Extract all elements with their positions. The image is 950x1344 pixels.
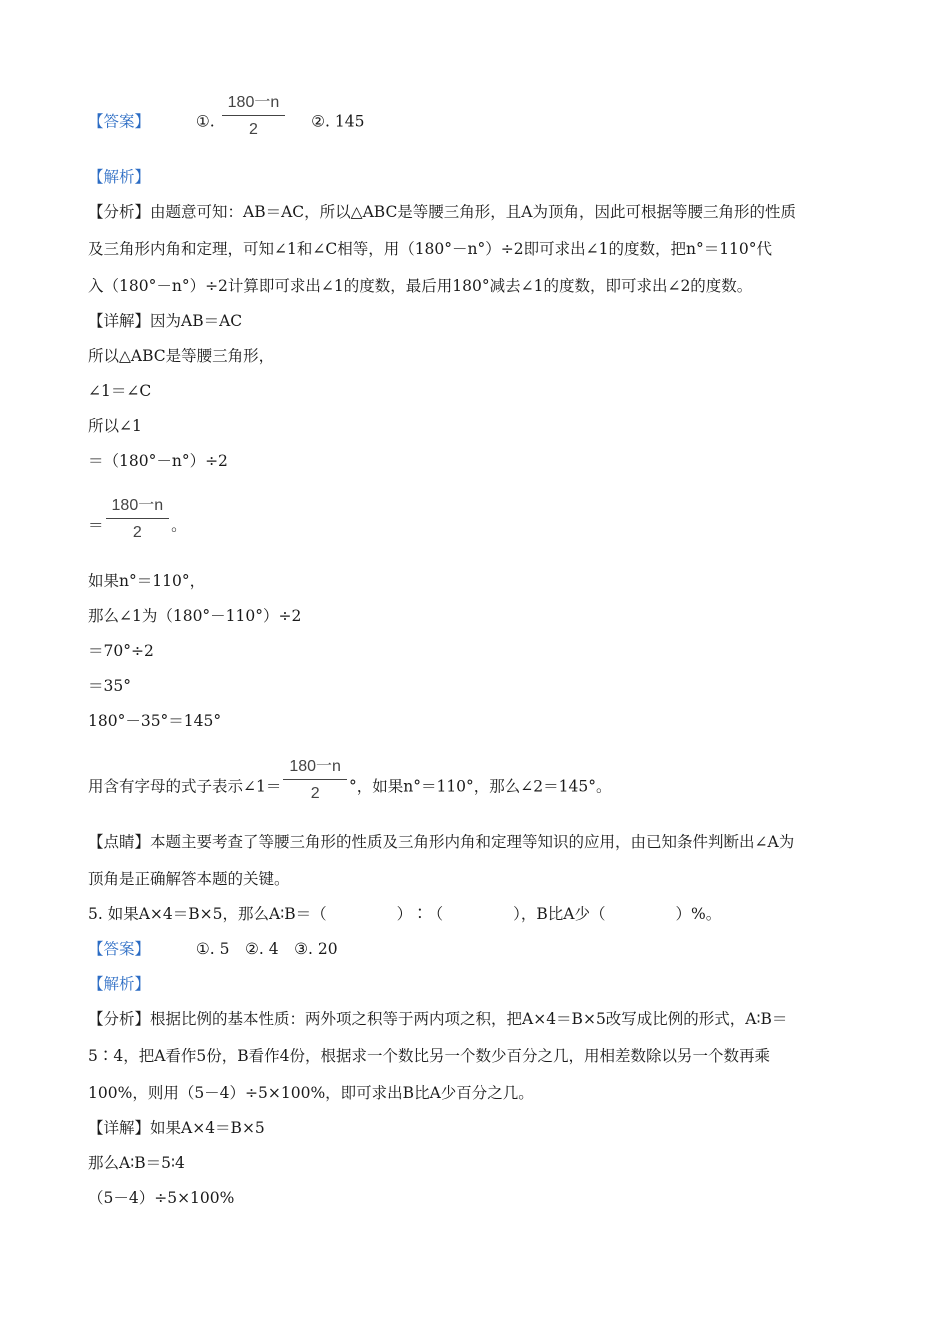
analysis-tag: 【解析】 (88, 975, 151, 993)
fraction-numerator: 180一n (283, 757, 347, 780)
xiangjie-tag: 【详解】 (88, 1119, 151, 1137)
detail-line-3: ∠1＝∠C (88, 382, 152, 400)
fenxi-line-2: 及三角形内角和定理，可知∠1和∠C相等，用（180°－n°）÷2即可求出∠1的度数，把n°＝110°代 (88, 240, 773, 258)
answer-tag: 【答案】 (88, 112, 151, 131)
xiangjie5-text-1: 如果A×4＝B×5 (150, 1119, 265, 1137)
detail5-line-3: （5－4）÷5×100% (88, 1189, 235, 1207)
fenxi-text-1: 由题意可知：AB＝AC，所以△ABC是等腰三角形，且A为顶角，因此可根据等腰三角形的性质 (150, 203, 797, 221)
detail-line-9: ＝70°÷2 (88, 642, 154, 660)
fraction-numerator: 180一n (222, 93, 286, 116)
question-5-part-b: ）∶（ (396, 905, 444, 923)
answer-fraction (222, 93, 286, 140)
detail-line-12-prefix: 用含有字母的式子表示∠1＝ (88, 777, 282, 796)
fraction-numerator: 180一n (106, 496, 170, 519)
fenxi5-text-1: 根据比例的基本性质：两外项之积等于两内项之积，把A×4＝B×5改写成比例的形式，A∶B＝ (150, 1010, 788, 1028)
fraction-denominator: 2 (249, 121, 258, 138)
detail-line-7: 如果n°＝110°， (88, 572, 206, 590)
detail-line-4: 所以∠1 (88, 417, 142, 435)
xiangjie-line-1 (88, 311, 242, 331)
analysis-heading (88, 167, 150, 187)
answer-1-prefix: ①. (195, 112, 215, 131)
xiangjie5-line-1 (88, 1118, 265, 1138)
xiangjie-tag: 【详解】 (88, 312, 151, 330)
fenxi5-line-3: 100%，则用（5－4）÷5×100%，即可求出B比A少百分之几。 (88, 1084, 534, 1102)
detail-fraction (106, 496, 170, 543)
detail-line-6 (88, 497, 187, 543)
answer-line (88, 94, 365, 140)
fenxi-line-3: 入（180°－n°）÷2计算即可求出∠1的度数，最后用180°减去∠1的度数，即可求出∠2的度数。 (88, 277, 753, 295)
question-5-part-c: ），B比A少（ (513, 905, 606, 923)
fenxi-line-1 (88, 202, 796, 222)
dianjing-line-2: 顶角是正确解答本题的关键。 (88, 870, 290, 888)
detail-line-5: ＝（180°－n°）÷2 (88, 452, 228, 470)
xiangjie-text-1: 因为AB＝AC (150, 312, 243, 330)
dianjing-text-1: 本题主要考查了等腰三角形的性质及三角形内角和定理等知识的应用，由已知条件判断出∠A为 (150, 833, 795, 851)
equals-sign: ＝ (88, 516, 104, 535)
answer-tag: 【答案】 (88, 940, 151, 958)
detail-line-10: ＝35° (88, 677, 131, 695)
detail-line-12-suffix: °，如果n°＝110°，那么∠2＝145°。 (348, 777, 612, 796)
fenxi5-line-2: 5∶4，把A看作5份，B看作4份，根据求一个数比另一个数少百分之几，用相差数除以另一个数再乘 (88, 1047, 771, 1065)
period: 。 (171, 516, 187, 535)
fenxi5-line-1 (88, 1009, 787, 1029)
detail-line-8: 那么∠1为（180°－110°）÷2 (88, 607, 302, 625)
fenxi-tag: 【分析】 (88, 203, 151, 221)
detail-line-2: 所以△ABC是等腰三角形， (88, 347, 275, 365)
question-5-part-d: ）%。 (675, 905, 722, 923)
answer-line-5 (88, 939, 338, 959)
detail-fraction-2 (283, 757, 347, 804)
answer-2: ②. 145 (311, 112, 365, 131)
fenxi-tag: 【分析】 (88, 1010, 151, 1028)
dianjing-tag: 【点睛】 (88, 833, 151, 851)
answers-5: ①. 5 ②. 4 ③. 20 (195, 940, 338, 958)
detail5-line-2: 那么A∶B＝5∶4 (88, 1154, 185, 1172)
detail-line-12 (88, 758, 612, 804)
detail-line-11: 180°－35°＝145° (88, 712, 222, 730)
dianjing-line-1 (88, 832, 794, 852)
question-5-part-a: 5. 如果A×4＝B×5，那么A∶B＝（ (88, 905, 327, 923)
analysis-tag: 【解析】 (88, 168, 151, 186)
fraction-denominator: 2 (310, 785, 320, 802)
fraction-denominator: 2 (132, 524, 142, 541)
analysis-heading-5 (88, 974, 150, 994)
question-5 (88, 904, 721, 924)
